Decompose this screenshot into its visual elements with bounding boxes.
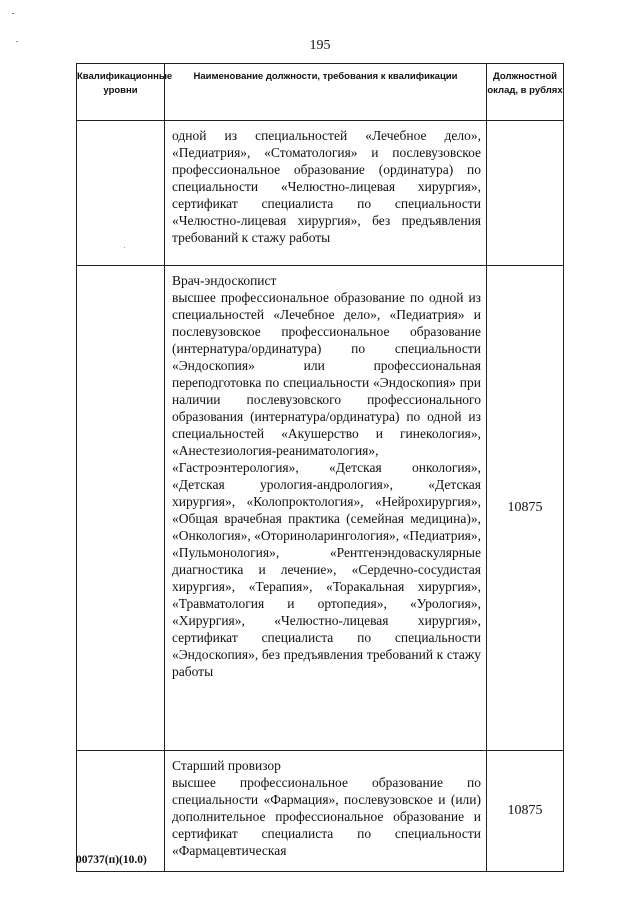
requirements-text: высшее профессиональное образование по специальности «Фармация», послевузовское и (или) дополнительное профессиональное образование и сертификат специалиста по специальности «Фармацевтическая — [172, 775, 481, 858]
table-row — [77, 121, 564, 266]
qualification-level-cell — [77, 121, 165, 266]
position-title: Старший провизор — [172, 758, 281, 773]
requirements-text: высшее профессиональное образование по одной из специальностей «Лечебное дело», «Педиатрия» и послевузовское профессиональное образование (интернатура/ординатура) по специальности «Эндоскопия» или профессиональная переподготовка по специальности «Эндоскопия» при наличии послевузовского профессионального образования (интернатура/ординатура) по одной из специальностей «Акушерство и гинекология», «Анестезиология-реаниматология», «Гастроэнтерология», «Детская онкология», «Детская урология-андрология», «Детская хирургия», «Колопроктология», «Нейрохирургия», «Общая врачебная практика (семейная медицина)», «Онкология», «Оториноларингология», «Педиатрия», «Пульмонология», «Рентгенэндоваскулярные диагностика и лечение», «Сердечно-сосудистая хирургия», «Терапия», «Торакальная хирургия», «Травматология и ортопедия», «Урология», «Хирургия», «Челюстно-лицевая хирургия», сертификат специалиста по специальности «Эндоскопия», без предъявления требований к стажу работы — [172, 290, 481, 679]
salary-cell: 10875 — [487, 751, 564, 872]
qualification-level-cell — [77, 266, 165, 751]
header-position-requirements: Наименование должности, требования к квалификации — [165, 64, 487, 121]
table-row — [77, 266, 564, 751]
scan-speck — [12, 13, 14, 14]
salary-cell — [487, 121, 564, 266]
table-header-row — [77, 64, 564, 121]
table-row — [77, 751, 564, 872]
requirements-text: одной из специальностей «Лечебное дело», «Педиатрия», «Стоматология» и послевузовское профессиональное образование (ординатура) по специальности «Челюстно-лицевая хирургия», сертификат специалиста по специальности «Челюстно-лицевая хирургия», без предъявления требований к стажу работы — [172, 128, 481, 245]
header-salary: Должностной оклад, в рублях — [487, 64, 564, 121]
page-number: 195 — [309, 38, 331, 53]
position-cell — [165, 266, 487, 751]
position-title: Врач-эндоскопист — [172, 273, 277, 288]
position-cell — [165, 751, 487, 872]
position-cell — [165, 121, 487, 266]
salary-cell: 10875 — [487, 266, 564, 751]
qualification-table — [76, 63, 564, 872]
header-qualification-levels: Квалификационные уровни — [77, 64, 165, 121]
document-code: 00737(п)(10.0) — [76, 854, 147, 866]
